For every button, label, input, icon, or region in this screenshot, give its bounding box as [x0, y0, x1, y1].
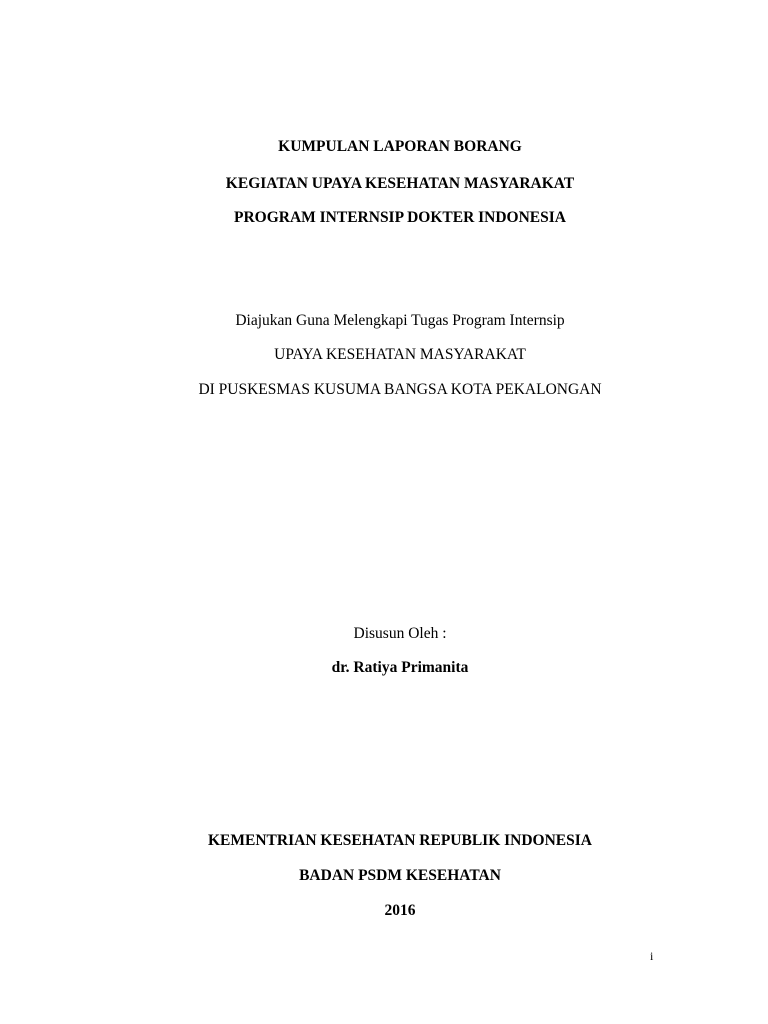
page-number: i: [650, 949, 654, 963]
purpose-line-1: Diajukan Guna Melengkapi Tugas Program Internsip: [235, 312, 565, 329]
title-line-2: KEGIATAN UPAYA KESEHATAN MASYARAKAT: [225, 175, 575, 192]
institution-line-1: KEMENTRIAN KESEHATAN REPUBLIK INDONESIA: [208, 832, 592, 849]
title-line-1: KUMPULAN LAPORAN BORANG: [278, 138, 522, 155]
author-name: dr. Ratiya Primanita: [331, 659, 469, 676]
institution-year: 2016: [384, 902, 416, 919]
title-line-3: PROGRAM INTERNSIP DOKTER INDONESIA: [233, 209, 566, 226]
author-label: Disusun Oleh :: [353, 625, 447, 642]
purpose-line-3: DI PUSKESMAS KUSUMA BANGSA KOTA PEKALONGAN: [198, 381, 602, 398]
purpose-line-2: UPAYA KESEHATAN MASYARAKAT: [274, 346, 526, 363]
institution-line-2: BADAN PSDM KESEHATAN: [299, 867, 501, 884]
